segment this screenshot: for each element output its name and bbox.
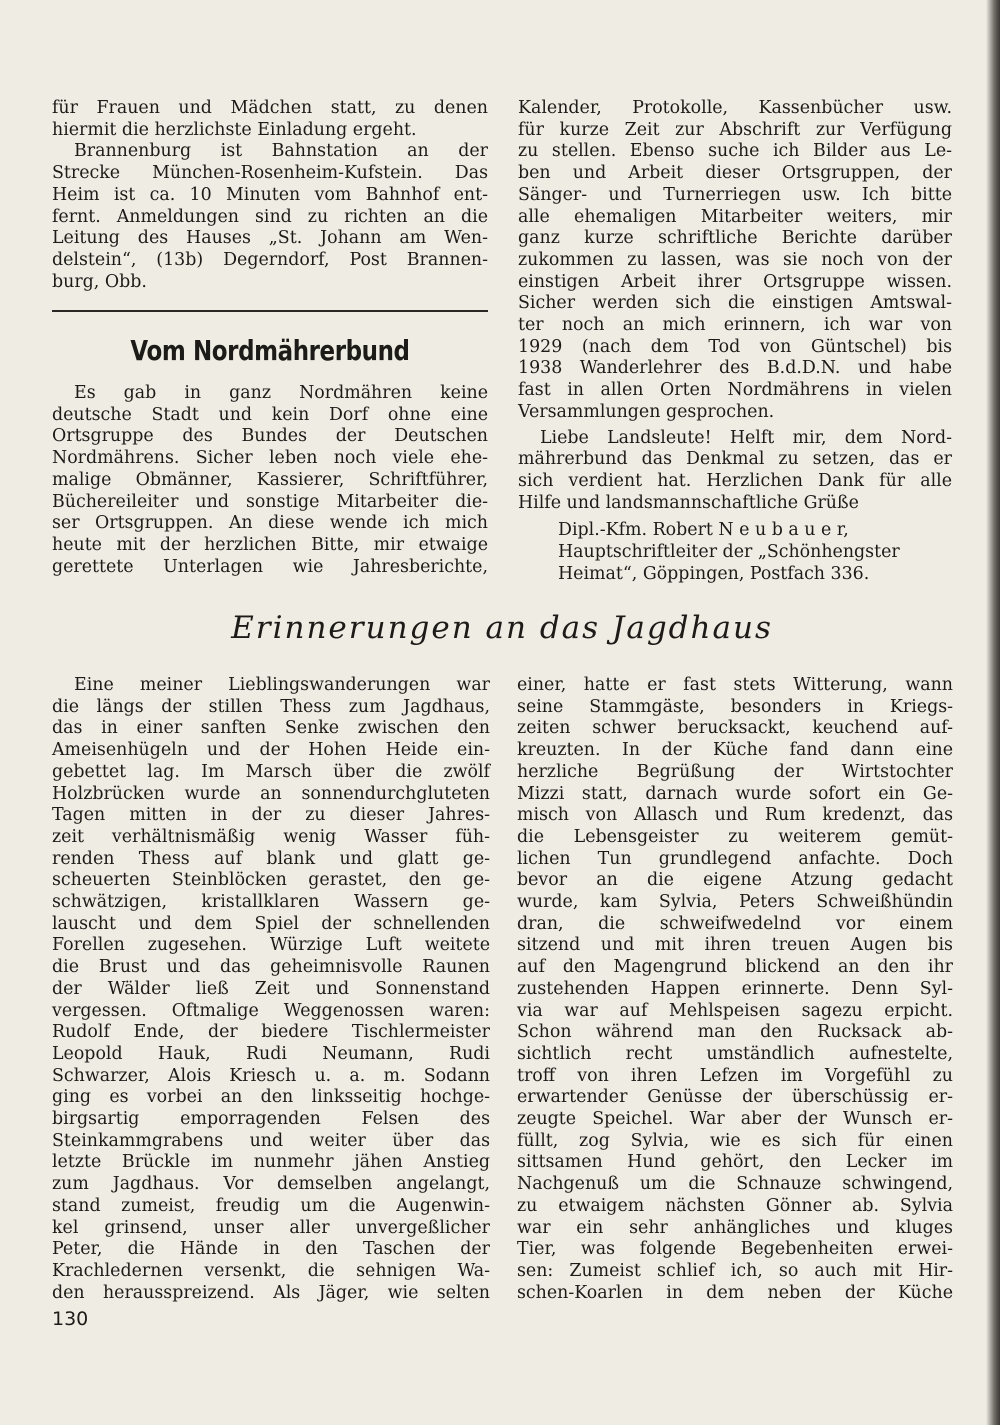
heading-nordmaehrerbund: Vom Nordmährerbund (130, 334, 410, 367)
text-line: zu stellen. Ebenso suche ich Bilder aus Le- (518, 141, 952, 162)
column-jagdhaus-right (517, 675, 953, 1304)
text-line: renden Thess auf blank und glatt ge- (52, 848, 490, 869)
text-line: Sänger- und Turnerriegen usw. Ich bitte (518, 184, 952, 205)
text-line: Rudolf Ende, der biedere Tischlermeister (52, 1022, 490, 1043)
text-line: gebettet lag. Im Marsch über die zwölf (52, 761, 490, 782)
text-line: zum Jagdhaus. Vor demselben angelangt, (52, 1174, 490, 1195)
text-line: Krachledernen versenkt, die sehnigen Wa- (52, 1260, 490, 1281)
text-line: für Frauen und Mädchen statt, zu denen (52, 98, 488, 118)
text-line: Tier, was folgende Begebenheiten erwei- (517, 1239, 953, 1260)
text-line: zukommen zu lassen, was sie noch von der (518, 249, 952, 270)
text-line: stand zumeist, freudig um die Augenwin- (52, 1195, 490, 1216)
text-line: erwartender Genüsse der überschüssig er- (517, 1087, 953, 1108)
text-line: Schwarzer, Alois Kriesch u. a. m. Sodann (52, 1065, 490, 1086)
text-line: füllt, zog Sylvia, wie es sich für einen (517, 1130, 953, 1151)
text-line: vergessen. Oftmalige Weggenossen waren: (52, 1000, 490, 1021)
text-line: burg, Obb. (52, 271, 147, 292)
text-line: zeit verhältnismäßig wenig Wasser füh- (52, 826, 490, 847)
page-number: 130 (52, 1308, 89, 1330)
text-line: für kurze Zeit zur Abschrift zur Verfügung (518, 119, 952, 140)
text-line: Kalender, Protokolle, Kassenbücher usw. (518, 98, 952, 118)
text-line: Dipl.-Kfm. Robert N e u b a u e r, (558, 520, 849, 541)
text-line: schen-Koarlen in dem neben der Küche (517, 1282, 953, 1303)
text-line: mährerbund das Denkmal zu setzen, das er (518, 449, 952, 470)
text-line: Steinkammgrabens und weiter über das (52, 1130, 490, 1151)
signature-block (558, 520, 952, 585)
text-line: 1938 Wanderlehrer des B.d.D.N. und habe (518, 358, 952, 379)
text-line: fast in allen Orten Nordmährens in vielen (518, 380, 952, 401)
text-line: sich verdient hat. Herzlichen Dank für alle (518, 470, 952, 491)
text-line: Holzbrücken wurde an sonnendurchgluteten (52, 783, 490, 804)
text-line: auf den Magengrund blickend an den ihr (517, 957, 953, 978)
text-line: misch von Allasch und Rum kredenzt, das (517, 805, 953, 826)
text-line: ging es vorbei an den linksseitig hochge- (52, 1087, 490, 1108)
text-line: Versammlungen gesprochen. (518, 401, 775, 422)
text-line: ter noch an mich erinnern, ich war von (518, 315, 952, 336)
column-top-left (52, 98, 488, 293)
text-line: schwätzigen, kristallklaren Wassern ge- (52, 892, 490, 913)
text-line: ser Ortsgruppen. An diese wende ich mich (52, 513, 488, 534)
column-nordmaehrerbund-left (52, 383, 488, 578)
text-line: einer, hatte er fast stets Witterung, wann (517, 675, 953, 695)
text-line: bevor an die eigene Atzung gedacht (517, 870, 953, 891)
text-line: zu etwaigem nächsten Gönner ab. Sylvia (517, 1195, 953, 1216)
text-line: Forellen zugesehen. Würzige Luft weitete (52, 935, 490, 956)
text-line: delstein“, (13b) Degerndorf, Post Brannen- (52, 249, 488, 270)
text-line: war ein sehr anhängliches und kluges (517, 1217, 953, 1238)
text-line: Peter, die Hände in den Taschen der (52, 1239, 490, 1260)
column-top-right (518, 98, 952, 585)
text-line: alle ehemaligen Mitarbeiter weiters, mir (518, 206, 952, 227)
text-line: Heim ist ca. 10 Minuten vom Bahnhof ent- (52, 184, 488, 205)
text-line: Büchereileiter und sonstige Mitarbeiter die- (52, 491, 488, 512)
text-line: birgsartig emporragenden Felsen des (52, 1109, 490, 1130)
column-jagdhaus-left (52, 675, 490, 1304)
text-line: die längs der stillen Thess zum Jagdhaus, (52, 696, 490, 717)
text-line: dran, die schweifwedelnd vor einem (517, 913, 953, 934)
section-divider (52, 310, 488, 312)
text-line: die Lebensgeister zu weiterem gemüt- (517, 826, 953, 847)
text-line: Nordmährens. Sicher leben noch viele ehe- (52, 448, 488, 469)
text-line: Brannenburg ist Bahnstation an der (74, 141, 488, 162)
text-line: ben und Arbeit dieser Ortsgruppen, der (518, 163, 952, 184)
page-edge-shadow (986, 0, 1000, 1425)
text-line: lauscht und dem Spiel der schnellenden (52, 913, 490, 934)
text-line: hiermit die herzlichste Einladung ergeht. (52, 119, 417, 140)
text-line: Hilfe und landsmannschaftliche Grüße (518, 492, 859, 513)
paragraph-request (518, 98, 952, 424)
text-line: deutsche Stadt und kein Dorf ohne eine (52, 404, 488, 425)
text-line: sittsamen Hund gehört, den Lecker im (517, 1152, 953, 1173)
text-line: Es gab in ganz Nordmähren keine (74, 383, 488, 403)
text-line: der Wälder ließ Zeit und Sonnenstand (52, 978, 490, 999)
text-line: Liebe Landsleute! Helft mir, dem Nord- (540, 427, 952, 448)
text-line: heute mit der herzlichen Bitte, mir etwaige (52, 534, 488, 555)
paragraph-appeal (518, 428, 952, 515)
text-line: zeiten schwer berucksackt, keuchend auf- (517, 718, 953, 739)
text-line: kreuzten. In der Küche fand dann eine (517, 740, 953, 761)
text-line: zeugte Speichel. War aber der Wunsch er- (517, 1109, 953, 1130)
text-line: die Brust und das geheimnisvolle Raunen (52, 957, 490, 978)
text-line: Strecke München-Rosenheim-Kufstein. Das (52, 163, 488, 184)
heading-jagdhaus: Erinnerungen an das Jagdhaus (231, 610, 773, 646)
text-line: Ortsgruppe des Bundes der Deutschen (52, 426, 488, 447)
text-line: Nachgenuß um die Schnauze schwingend, (517, 1174, 953, 1195)
text-line: sen: Zumeist schlief ich, so auch mit Hir- (517, 1260, 953, 1281)
text-line: Leitung des Hauses „St. Johann am Wen- (52, 228, 488, 249)
text-line: seine Stammgäste, besonders in Kriegs- (517, 696, 953, 717)
text-line: sichtlich recht umständlich aufnestelte, (517, 1043, 953, 1064)
text-line: Hauptschriftleiter der „Schönhengster (558, 542, 900, 563)
text-line: via war auf Mehlspeisen sagezu erpicht. (517, 1000, 953, 1021)
text-line: Leopold Hauk, Rudi Neumann, Rudi (52, 1043, 490, 1064)
text-line: troff von ihren Lefzen im Vorgefühl zu (517, 1065, 953, 1086)
text-line: zustehenden Happen erinnerte. Denn Syl- (517, 978, 953, 999)
text-line: sitzend und mit ihren treuen Augen bis (517, 935, 953, 956)
text-line: 1929 (nach dem Tod von Güntschel) bis (518, 336, 952, 357)
text-line: Tagen mitten in der zu dieser Jahres- (52, 805, 490, 826)
text-line: scheuerten Steinblöcken gerastet, den ge- (52, 870, 490, 891)
text-line: Ameisenhügeln und der Hohen Heide ein- (52, 740, 490, 761)
text-line: Eine meiner Lieblingswanderungen war (74, 675, 490, 695)
text-line: gerettete Unterlagen wie Jahresberichte, (52, 556, 488, 577)
text-line: malige Obmänner, Kassierer, Schriftführer, (52, 469, 488, 490)
text-line: Schon während man den Rucksack ab- (517, 1022, 953, 1043)
text-line: Heimat“, Göppingen, Postfach 336. (558, 563, 870, 584)
text-line: den herausspreizend. Als Jäger, wie selten (52, 1282, 490, 1303)
text-line: wurde, kam Sylvia, Peters Schweißhündin (517, 892, 953, 913)
text-line: Sicher werden sich die einstigen Amtswal- (518, 293, 952, 314)
text-line: einstigen Arbeit ihrer Ortsgruppe wissen. (518, 271, 952, 292)
text-line: lichen Tun grundlegend anfachte. Doch (517, 848, 953, 869)
text-line: fernt. Anmeldungen sind zu richten an die (52, 206, 488, 227)
text-line: kel grinsend, unser aller unvergeßlicher (52, 1217, 490, 1238)
text-line: herzliche Begrüßung der Wirtstochter (517, 761, 953, 782)
text-line: Mizzi statt, darnach wurde sofort ein Ge- (517, 783, 953, 804)
text-line: das in einer sanften Senke zwischen den (52, 718, 490, 739)
text-line: letzte Brückle im nunmehr jähen Anstieg (52, 1152, 490, 1173)
text-line: ganz kurze schriftliche Berichte darüber (518, 228, 952, 249)
